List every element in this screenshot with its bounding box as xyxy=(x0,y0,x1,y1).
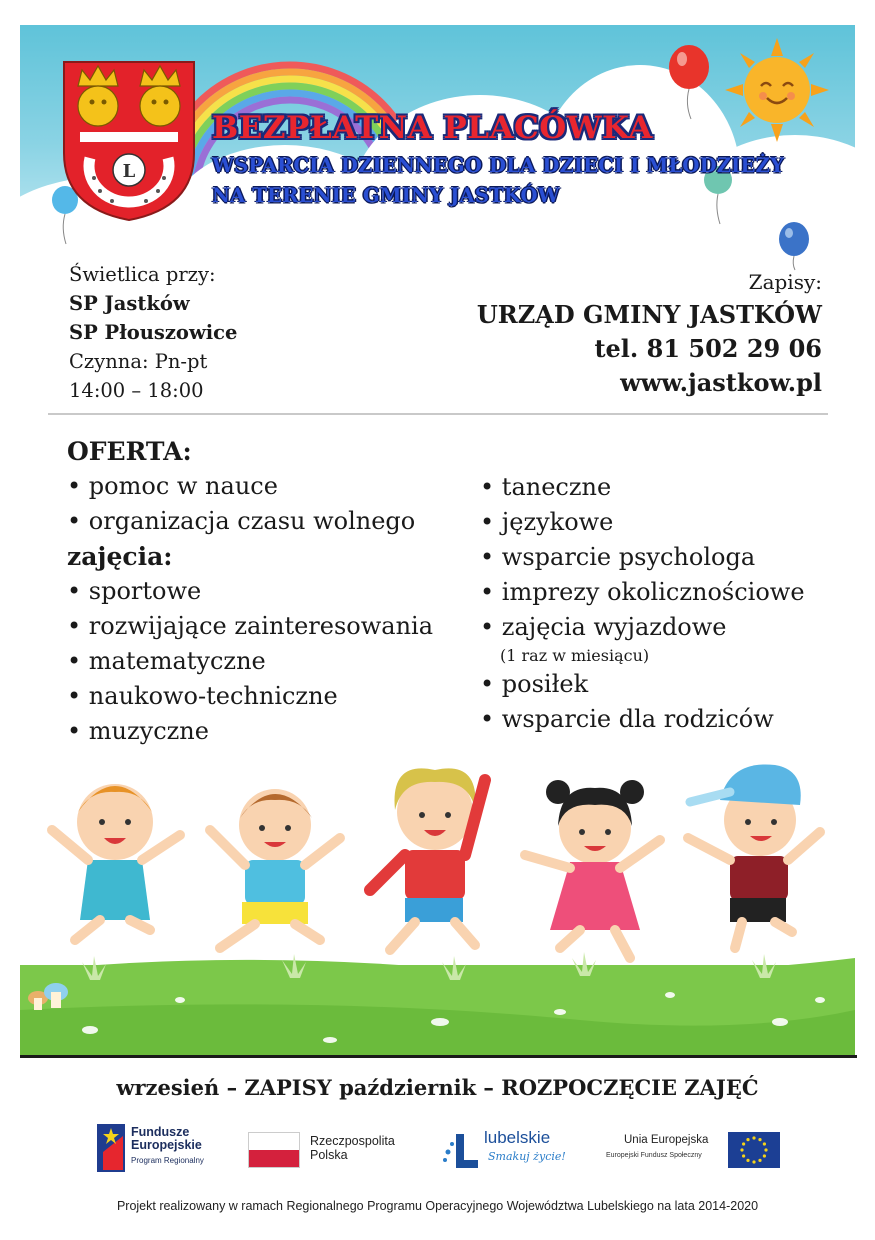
ground-line xyxy=(20,1055,857,1058)
lub-name: lubelskie xyxy=(484,1128,551,1147)
fundusze-europejskie-logo xyxy=(97,1124,217,1174)
list-item: • naukowo-techniczne xyxy=(67,679,433,714)
rp-line-1: Rzeczpospolita xyxy=(310,1134,395,1148)
lubelskie-logo xyxy=(440,1128,570,1173)
enrollment-website[interactable]: www.jastkow.pl xyxy=(620,368,822,397)
list-item: • rozwijające zainteresowania xyxy=(67,609,433,644)
subtitle-line-1: WSPARCIA DZIENNEGO DLA DZIECI I MŁODZIEŻY xyxy=(212,154,785,177)
list-item: • imprezy okolicznościowe xyxy=(480,575,805,610)
list-item: • wsparcie dla rodziców xyxy=(480,702,805,737)
opening-days: Czynna: Pn-pt xyxy=(69,350,208,373)
list-item: • muzyczne xyxy=(67,714,433,749)
project-footnote: Projekt realizowany w ramach Regionalnego Programu Operacyjnego Województwa Lubelskiego na lata 2014-2020 xyxy=(116,1199,759,1213)
svg-text:L: L xyxy=(122,161,136,182)
trip-note: (1 raz w miesiącu) xyxy=(500,646,650,665)
enrollment-phone: tel. 81 502 29 06 xyxy=(594,334,822,363)
fe-star-icon xyxy=(97,1124,125,1172)
offer-left-column xyxy=(67,434,433,749)
offer-heading: OFERTA: xyxy=(67,437,192,466)
balloon-red-icon xyxy=(666,45,712,125)
list-item: • taneczne xyxy=(480,470,805,505)
jumping-children-illustration xyxy=(30,760,840,975)
section-divider xyxy=(48,413,828,415)
rp-line-2: Polska xyxy=(310,1148,348,1162)
polish-flag-icon xyxy=(248,1132,300,1168)
lub-slogan: Smakuj życie! xyxy=(488,1150,566,1163)
list-item: • zajęcia wyjazdowe xyxy=(480,610,805,645)
classes-heading: zajęcia: xyxy=(67,542,173,571)
list-item: • posiłek xyxy=(480,667,805,702)
schedule-text: wrzesień – ZAPISY październik – ROZPOCZĘCIE ZAJĘĆ xyxy=(116,1075,759,1100)
gmina-coat-of-arms-icon xyxy=(60,58,198,223)
eu-flag-icon xyxy=(728,1132,780,1168)
ue-line-1: Unia Europejska xyxy=(624,1134,709,1146)
sun-icon xyxy=(725,38,829,142)
location-label: Świetlica przy: xyxy=(69,263,216,286)
list-item: • pomoc w nauce xyxy=(67,469,433,504)
subtitle-line-2: NA TERENIE GMINY JASTKÓW xyxy=(212,184,560,207)
fe-line-1: Fundusze xyxy=(131,1125,190,1139)
page-title: BEZPŁATNA PLACÓWKA xyxy=(212,110,653,146)
enrollment-office: URZĄD GMINY JASTKÓW xyxy=(476,300,822,329)
fe-line-3: Program Regionalny xyxy=(131,1156,204,1165)
ue-line-2: Europejski Fundusz Społeczny xyxy=(606,1152,702,1159)
list-item: • organizacja czasu wolnego xyxy=(67,504,433,539)
fe-line-2: Europejskie xyxy=(131,1138,202,1152)
school-1: SP Jastków xyxy=(69,292,190,315)
list-item: • językowe xyxy=(480,505,805,540)
list-item: • wsparcie psychologa xyxy=(480,540,805,575)
rzeczpospolita-polska-logo xyxy=(248,1130,403,1170)
enrollment-label: Zapisy: xyxy=(748,270,822,294)
offer-right-column xyxy=(480,470,805,737)
list-item: • sportowe xyxy=(67,574,433,609)
unia-europejska-logo xyxy=(606,1130,781,1172)
balloon-blue-icon xyxy=(777,222,811,272)
lubelskie-l-icon xyxy=(440,1130,480,1170)
opening-hours: 14:00 – 18:00 xyxy=(69,379,204,402)
list-item: • matematyczne xyxy=(67,644,433,679)
school-2: SP Płouszowice xyxy=(69,321,238,344)
